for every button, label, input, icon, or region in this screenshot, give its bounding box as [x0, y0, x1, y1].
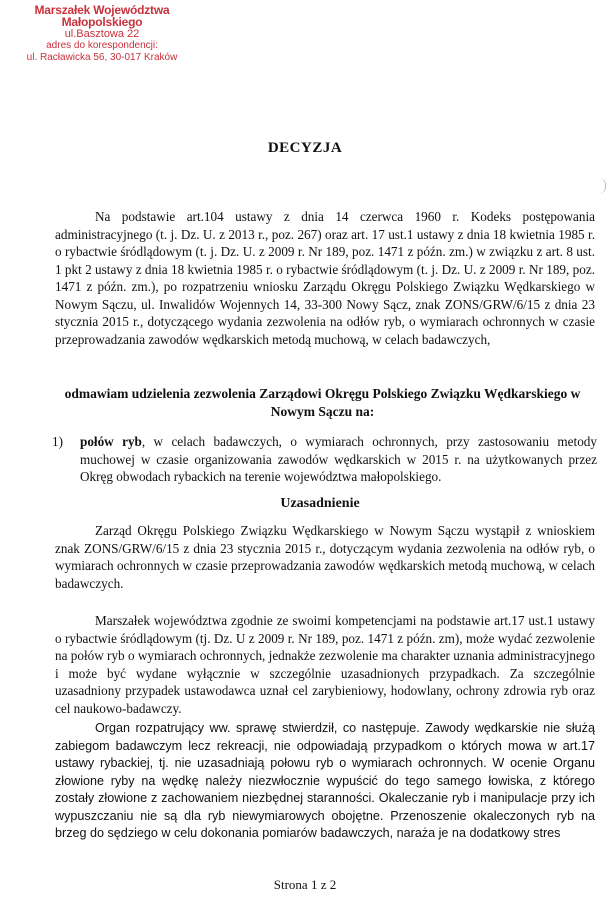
document-title: DECYZJA	[267, 140, 343, 156]
office-stamp	[2, 4, 202, 64]
stamp-line-4: ul. Racławicka 56, 30-017 Kraków	[26, 52, 178, 63]
justification-paragraph-2: Marszałek województwa zgodnie ze swoimi kompetencjami na podstawie art.17 ust.1 ustawy o rybactwie śródlądowym (tj. Dz. U z 2009 r. Nr 189, poz. 1471 z późn. zm), może wydać zezwolenie na połów ryb o wymiarach ochronnych, jednakże zezwolenie ma charakter uznania administracyjnego i może być wydane wyłącznie w szczególnie uzasadnionych przypadkach. Za szczególnie uzasadniony przypadek ustawodawca uznał cel zarybieniowy, hodowlany, ochrony zdrowia ryb oraz cel naukowo-badawczy.	[55, 613, 595, 716]
list-rest-text: , w celach badawczych, o wymiarach ochronnych, przy zastosowaniu metody muchowej w czasie organizowania zawodów wędkarskich w 2015 r. na użytkowanych przez Okręg obwodach rybackich na terenie województwa małopolskiego.	[80, 434, 597, 484]
justification-paragraph-1: Zarząd Okręgu Polskiego Związku Wędkarskiego w Nowym Sączu wystąpił z wnioskiem znak ZONS/GRW/6/15 z dnia 23 stycznia 2015 r., dotyczącym wydania zezwolenia na odłów ryb, o wymiarach ochronnych w czasie przeprowadzania zawodów wędkarskich metodą muchową, w celach badawczych.	[55, 523, 595, 591]
page-edge-mark	[599, 178, 606, 194]
intro-paragraph: Na podstawie art.104 ustawy z dnia 14 czerwca 1960 r. Kodeks postępowania administracyjnego (t. j. Dz. U. z 2013 r., poz. 267) oraz art. 17 ust.1 ustawy z dnia 18 kwietnia 1985 r. o rybactwie śródlądowym (t. j. Dz. U. z 2009 r. Nr 189, poz. 1471 z późn. zm.) w związku z art. 8 ust. 1 pkt 2 ustawy z dnia 18 kwietnia 1985 r. o rybactwie śródlądowym (t. j. Dz. U. z 2009 r. Nr 189, poz. 1471 z późn. zm.), po rozpatrzeniu wniosku Zarządu Okręgu Polskiego Związku Wędkarskiego w Nowym Sączu, ul. Inwalidów Wojennych 14, 33-300 Nowy Sącz, znak ZONS/GRW/6/15 z dnia 23 stycznia 2015 r., dotyczącego wydania zezwolenia na odłów ryb, o wymiarach ochronnych w czasie przeprowadzania zawodów wędkarskich metodą muchową, w celach badawczych,	[55, 209, 595, 347]
stamp-line-3: adres do korespondencji:	[46, 40, 158, 51]
stamp-line-2: ul.Basztowa 22	[64, 28, 140, 40]
list-text	[80, 433, 597, 486]
refusal-statement: odmawiam udzielenia zezwolenia Zarządowi Okręgu Polskiego Związku Wędkarskiego w Nowym Sączu na:	[64, 386, 581, 419]
stamp-line-1: Marszałek Województwa Małopolskiego	[34, 3, 170, 29]
page-number: Strona 1 z 2	[273, 877, 337, 892]
list-bold-text: połów ryb	[80, 434, 142, 449]
justification-paragraph-3: Organ rozpatrujący ww. sprawę stwierdził, co następuje. Zawody wędkarskie nie służą zabiegom badawczym lecz rekreacji, nie odpowiadają przypadkom o których mowa w art.17 ustawy rybackiej, tj. nie uzasadniają połowu ryb o wymiarach ochronnych. W ocenie Organu złowione ryby na wędkę należy niezwłocznie wypuścić do tego samego łowiska, z którego zostały złowione z zachowaniem niezbędnej staranności. Okaleczanie ryb i manipulacje przy ich wypuszczaniu nie są dla ryb niewymiarowych obojętne. Przenoszenie okaleczonych ryb na brzeg do sędziego w celu dokonania pomiarów badawczych, naraża je na dodatkowy stres	[55, 721, 595, 840]
decision-list-item	[52, 433, 597, 486]
section-title: Uzasadnienie	[280, 496, 360, 511]
list-number: 1)	[52, 434, 63, 449]
